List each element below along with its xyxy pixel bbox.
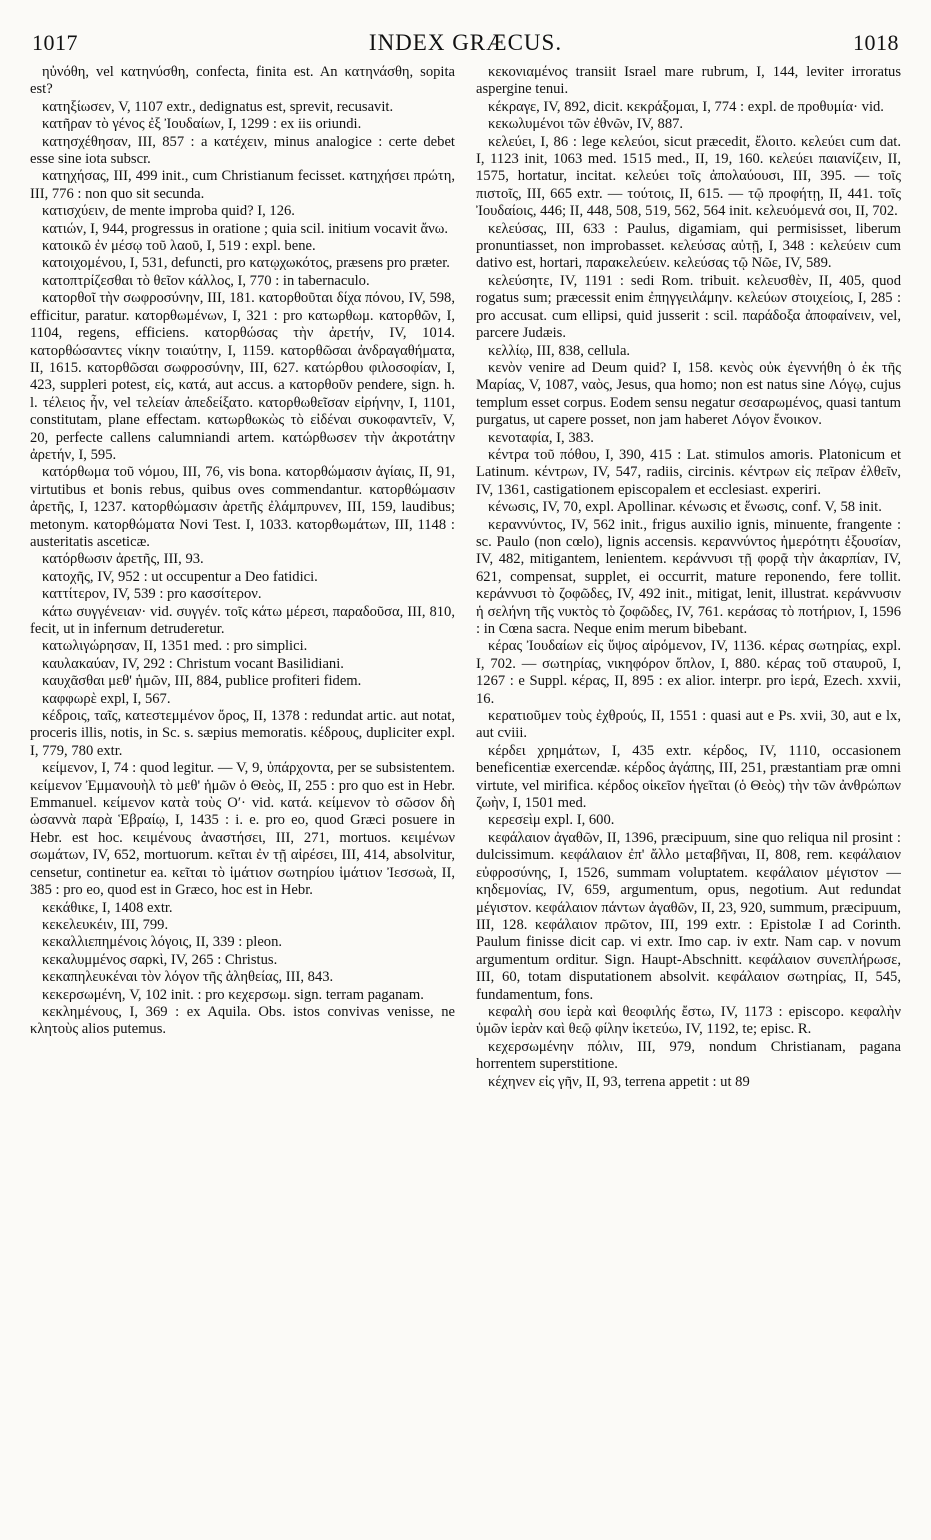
index-entry: κελλίῳ, III, 838, cellula. — [488, 342, 631, 359]
index-entry: κεκελευκέιν, III, 799. — [42, 916, 169, 933]
index-entry: κέκραγε, IV, 892, dicit. κεκράξομαι, I, 774 : expl. de προθυμία· vid. — [488, 98, 884, 115]
index-entry: κερατιοῦμεν τοὺς ἐχθρούς, II, 1551 : quasi aut e Ps. xvii, 30, aut e lx, aut cviii. — [476, 708, 901, 742]
index-entry: κεκονιαμένος transiit Israel mare rubrum, I, 144, leviter irroratus aspergine tenui. — [476, 64, 901, 98]
index-entry: κεφάλαιον ἀγαθῶν, II, 1396, præcipuum, sine quo reliqua nil prosint : dulcissimum. κεφάλαιον ἐπ' ἄλλο μεταβῆναι, II, 808, rem. κεφάλαιον εὐφροσύνης, I, 1526, summam voluptatem. κεφάλαιον μέγιστον — κηδεμονίας, IV, 659, argumentum, opus, negotium. Aut redundat μέγιστον. κεφάλαιον πάντων ἀγαθῶν, II, 23, 920, summum, præcipuum, III, 128. κεφάλαιον πρῶτον, III, 199 extr. : Epistolæ I ad Corinth. Paulum finisse dicit cap. vi extr. Imo cap. iv extr. Nam cap. v novum argumentum orditur. Sign. Haupt-Abschnitt. κεφάλαιον συνεπλήρωσε, III, 60, totam disputationem absolvit. κεφάλαιον σωτηρίας, II, 545, fundamentum, fons. — [476, 829, 901, 1003]
index-entry: κέρδει χρημάτων, I, 435 extr. κέρδος, IV, 1110, occasionem beneficentiæ exercendæ. κέρδος ἀγάπης, III, 251, præstantiam præ omni virtute, vel mirifica. κέρδος οἰκεῖον ἡγεῖται (ὁ Θεὸς) τὴν τῶν ἀνθρώπων ζωὴν, I, 1501 med. — [476, 742, 901, 812]
index-entry: κεφαλὴ σου ἱερὰ καὶ θεοφιλής ἔστω, IV, 1173 : episcopo. κεφαλὴν ὑμῶν ἱερὰν καὶ θεῷ φίλην ἱκετεύω, IV, 1192, te; episc. R. — [476, 1003, 901, 1038]
index-entry: κατοιχομένου, I, 531, defuncti, pro κατῳχωκότος, præsens pro præter. — [42, 255, 450, 272]
index-entry: κενοταφία, I, 383. — [488, 429, 594, 446]
index-entry: κατιών, I, 944, progressus in oratione ; quia scil. initium vocavit ἄνω. — [42, 220, 448, 237]
index-entry: κέντρα τοῦ πόθου, I, 390, 415 : Lat. stimulos amoris. Platonicum et Latinum. κέντρων, IV, 547, radiis, circinis. κέντρων εἰς πεῖραν ἐλθεῖν, IV, 1361, castigationem episcopalem et ecclesiast. experiri. — [476, 446, 901, 498]
index-entry: κείμενον, I, 74 : quod legitur. — V, 9, ὑπάρχοντα, per se subsistentem. κείμενον Ἐμμανουὴλ τὸ μεθ' ἡμῶν ὁ Θεὸς, II, 255 : pro quo est in Hebr. Emmanuel. κείμενον κατὰ τοὺς Οʹ· vid. κατά. κείμενον τὸ σῶσον δὴ ὡσαννὰ παρὰ Ἑβραίῳ, I, 1435 : i. e. pro eo, quod Græci posuere in Hebr. est hoc. κειμένους ἀναστήσει, III, 271, mortuos. κειμένων σωμάτων, IV, 652, mortuorum. κεῖται ἐν τῇ αἱρέσει, III, 414, absolvitur, censetur, continetur ea. κεῖται τὸ ἱμάτιον σωτηρίου ἱμάτιον Ἰεσσωὰ, II, 385 : pro eo, quod est in Græco, hoc est in Hebr. — [30, 760, 455, 899]
index-entry: κατησχέθησαν, III, 857 : a κατέχειν, minus analogice : certe debet esse sine iota subscr. — [30, 133, 455, 168]
index-entry: κενὸν venire ad Deum quid? I, 158. κενὸς οὐκ ἐγεννήθη ὁ ἐκ τῆς Μαρίας, V, 1087, ναὸς, Jesus, qua homo; non est natus sine Λόγῳ, cujus templum esset corpus. Eodem sensu negatur σεσαρωμένος, quasi tantum purgatus, ut capere posset, non jam haberet Λόγον ἔνοικον. — [476, 359, 901, 429]
right-page-number: 1018 — [853, 30, 899, 55]
index-entry: κατοικῶ ἐν μέσῳ τοῦ λαοῦ, I, 519 : expl. bene. — [42, 238, 316, 255]
index-entry: κεραννύντος, IV, 562 init., frigus auxilio ignis, minuente, frangente : sc. Paulo (non cœlo), lignis accensis. κεραννύντος ἡμερότητι ἐξουσίαν, IV, 482, mitigantem, lenientem. κεράννυσι τῇ φορᾷ τὴν ἀκαρπίαν, IV, 621, compensat, supplet, ei occurrit, mature reponendo, fere tollit. κεράννυσι τὸ ζοφῶδες, IV, 492 init., mitigat, lenit, illustrat. κεράννυσιν ἡ σελήνη τῆς νυκτὸς τὸ ζοφῶδες, IV, 761. κεράσας τὸ ποτήριον, I, 1596 : in Cœna sacra. Neque enim merum bibebant. — [476, 516, 901, 637]
index-entry: κεκαλλιεπημένοις λόγοις, II, 339 : pleon. — [42, 934, 283, 951]
index-entry: κεκερσωμένη, V, 102 init. : pro κεχερσωμ. sign. terram paganam. — [42, 986, 424, 1003]
running-title: INDEX GRÆCUS. — [368, 30, 563, 55]
index-entry: κατῆραν τὸ γένος ἐξ Ἰουδαίων, I, 1299 : ex iis oriundi. — [42, 116, 362, 133]
running-header — [32, 30, 899, 64]
index-entry: κένωσις, IV, 70, expl. Apollinar. κένωσις et ἕνωσις, conf. V, 58 init. — [488, 499, 882, 516]
index-entry: καττίτερον, IV, 539 : pro κασσίτερον. — [42, 586, 262, 603]
index-entry: κεκαπηλευκέναι τὸν λόγον τῆς ἀληθείας, III, 843. — [42, 969, 334, 986]
index-entry: κέρας Ἰουδαίων εἰς ὕψος αἰρόμενον, IV, 1136. κέρας σωτηρίας, expl. I, 702. — σωτηρίας, νικηφόρον ὅπλον, I, 880. κέρας τοῦ σταυροῦ, I, 1267 : e Suppl. κέρας, II, 895 : ex alior. interpr. pro ἱερά, Ezech. xxvii, 16. — [476, 638, 901, 707]
index-entry: κεκλημένους, I, 369 : ex Aquila. Obs. istos convivas venisse, ne κλητοὺς alios putemus. — [30, 1003, 455, 1038]
index-entry: κάτω συγγένειαν· vid. συγγέν. τοῖς κάτω μέρεσι, παραδοῦσα, III, 810, fecit, ut in infernum detruderetur. — [30, 603, 455, 637]
index-entry: κεκάθικε, I, 1408 extr. — [42, 899, 173, 916]
index-entry: κατορθοῖ τὴν σωφροσύνην, III, 181. κατορθοῦται δίχα πόνου, IV, 598, efficitur, paratur. κατορθωμένων, I, 321 : pro κατωρθωμ. κατορθῶν, I, 1104, regens, efficiens. κατορθώσας τὴν ἀρετήν, IV, 1014. κατορθώσαντες νίκην τοιαύτην, I, 1159. κατορθῶσαι ἀνδραγαθήματα, II, 1615. κατορθῶσαι σωφροσύνην, III, 627. κατώρθου φιλοσοφίαν, I, 423, suppleri potest, εἰς, κατά, aut accus. a κατορθοῦν pendere, sign. h. l. τέλειος ἦν, vel τελείαν ἀπεδείξατο. κατορθωθεῖσαν εἰρήνην, I, 1101, constitutam, plane effectam. κατωρθωκὼς τὸ εἰδέναι συκοφαντεῖν, V, 20, perfecte callens calumniandi artem. κατώρθωσεν τὴν ἀκροτάτην ἀρετήν, I, 595. — [30, 290, 455, 463]
index-entry: κεκωλυμένοι τῶν ἐθνῶν, IV, 887. — [488, 116, 684, 133]
index-entry: κατισχύειν, de mente improba quid? I, 126. — [42, 203, 295, 220]
index-entry: κεκαλυμμένος σαρκὶ, IV, 265 : Christus. — [42, 951, 278, 968]
right-column — [476, 64, 901, 1522]
index-entry: κελεύσας, III, 633 : Paulus, digamiam, qui permisisset, liberum pronuntiasset, non improbasset. κελεύσας αὐτῇ, I, 348 : κελεύειν cum dativo est, hortari, παρακελεύειν. κελεύσας τῷ Νῶε, IV, 589. — [476, 220, 901, 272]
index-entry: κελεύσητε, IV, 1191 : sedi Rom. tribuit. κελευσθὲν, II, 405, quod rogatus sum; præcessit enim ἐπηγγειλάμην. κελεύων στοιχείοις, I, 285 : pro accusat. cum ellipsi, quid jusserit : scil. παράδοξα ἀποφαίνειν, vel, parcere Judæis. — [476, 272, 901, 342]
index-entry: κέδροις, ταῖς, κατεστεμμένον ὄρος, II, 1378 : redundat artic. aut notat, proceris illis, notis, in Sc. s. sæpius memoratis. κέδρους, dupliciter expl. I, 779, 780 extr. — [30, 708, 455, 759]
left-page-number: 1017 — [32, 30, 78, 55]
left-column — [30, 64, 455, 1522]
index-entry: κατηξίωσεν, V, 1107 extr., dedignatus est, sprevit, recusavit. — [42, 98, 394, 115]
index-entry: καυχᾶσθαι μεθ' ἡμῶν, III, 884, publice profiteri fidem. — [42, 673, 362, 690]
index-entry: κέχηνεν εἰς γῆν, II, 93, terrena appetit : ut 89 — [488, 1073, 750, 1090]
index-entry: κατόρθωσιν ἀρετῆς, III, 93. — [42, 551, 204, 568]
index-entry: ηὐνόθη, vel κατηνύσθη, confecta, finita est. An κατηνάσθη, sopita est? — [30, 64, 455, 98]
index-entry: κατόρθωμα τοῦ νόμου, III, 76, vis bona. κατορθώμασιν ἁγίαις, II, 91, virtutibus et bonis rebus, quibus oves commendantur. κατορθώμασιν ἀρετῆς, I, 1237. κατορθώμασιν ἀρετῆς ἐλάμπρυνεν, III, 159, laudibus; metonym. κατορθώματα Novi Test. I, 1033. κατορθωμάτων, III, 1148 : austeritatis asceticæ. — [30, 464, 455, 550]
index-entry: κατοπτρίζεσθαι τὸ θεῖον κάλλος, I, 770 : in tabernaculo. — [42, 272, 370, 289]
index-entry: κερεσεὶμ expl. I, 600. — [488, 812, 615, 829]
index-entry: κεχερσωμένην πόλιν, III, 979, nondum Christianam, pagana horrentem superstitione. — [476, 1038, 901, 1073]
index-entry: κατωλιγώρησαν, II, 1351 med. : pro simplici. — [42, 638, 308, 655]
index-entry: κατοχῆς, IV, 952 : ut occupentur a Deo fatidici. — [42, 568, 318, 585]
index-entry: κατηχήσας, III, 499 init., cum Christianum fecisset. κατηχήσει πρώτη, III, 776 : non quo sit secunda. — [30, 168, 455, 202]
index-entry: καφφωρὲ expl, I, 567. — [42, 690, 171, 707]
index-entry: κελεύει, I, 86 : lege κελεύοι, sicut præcedit, ἔλοιτο. κελεύει cum dat. I, 1123 init, 1063 med. 1515 med., II, 19, 160. κελεύει παιανίζειν, II, 1575, hortatur, incitat. κελεύει τοῖς ἀπολαύουσι, III, 395. — τοῖς πιστοῖς, III, 665 extr. — τούτοις, II, 615. — τῷ προφήτῃ, II, 441. τοῖς Ἰουδαίοις, 446; II, 448, 508, 519, 562, 564 init. κελευόμενά σοι, II, 702. — [476, 133, 901, 220]
two-column-body — [30, 64, 901, 1522]
index-entry: καυλακαύαν, IV, 292 : Christum vocant Basilidiani. — [42, 655, 344, 672]
